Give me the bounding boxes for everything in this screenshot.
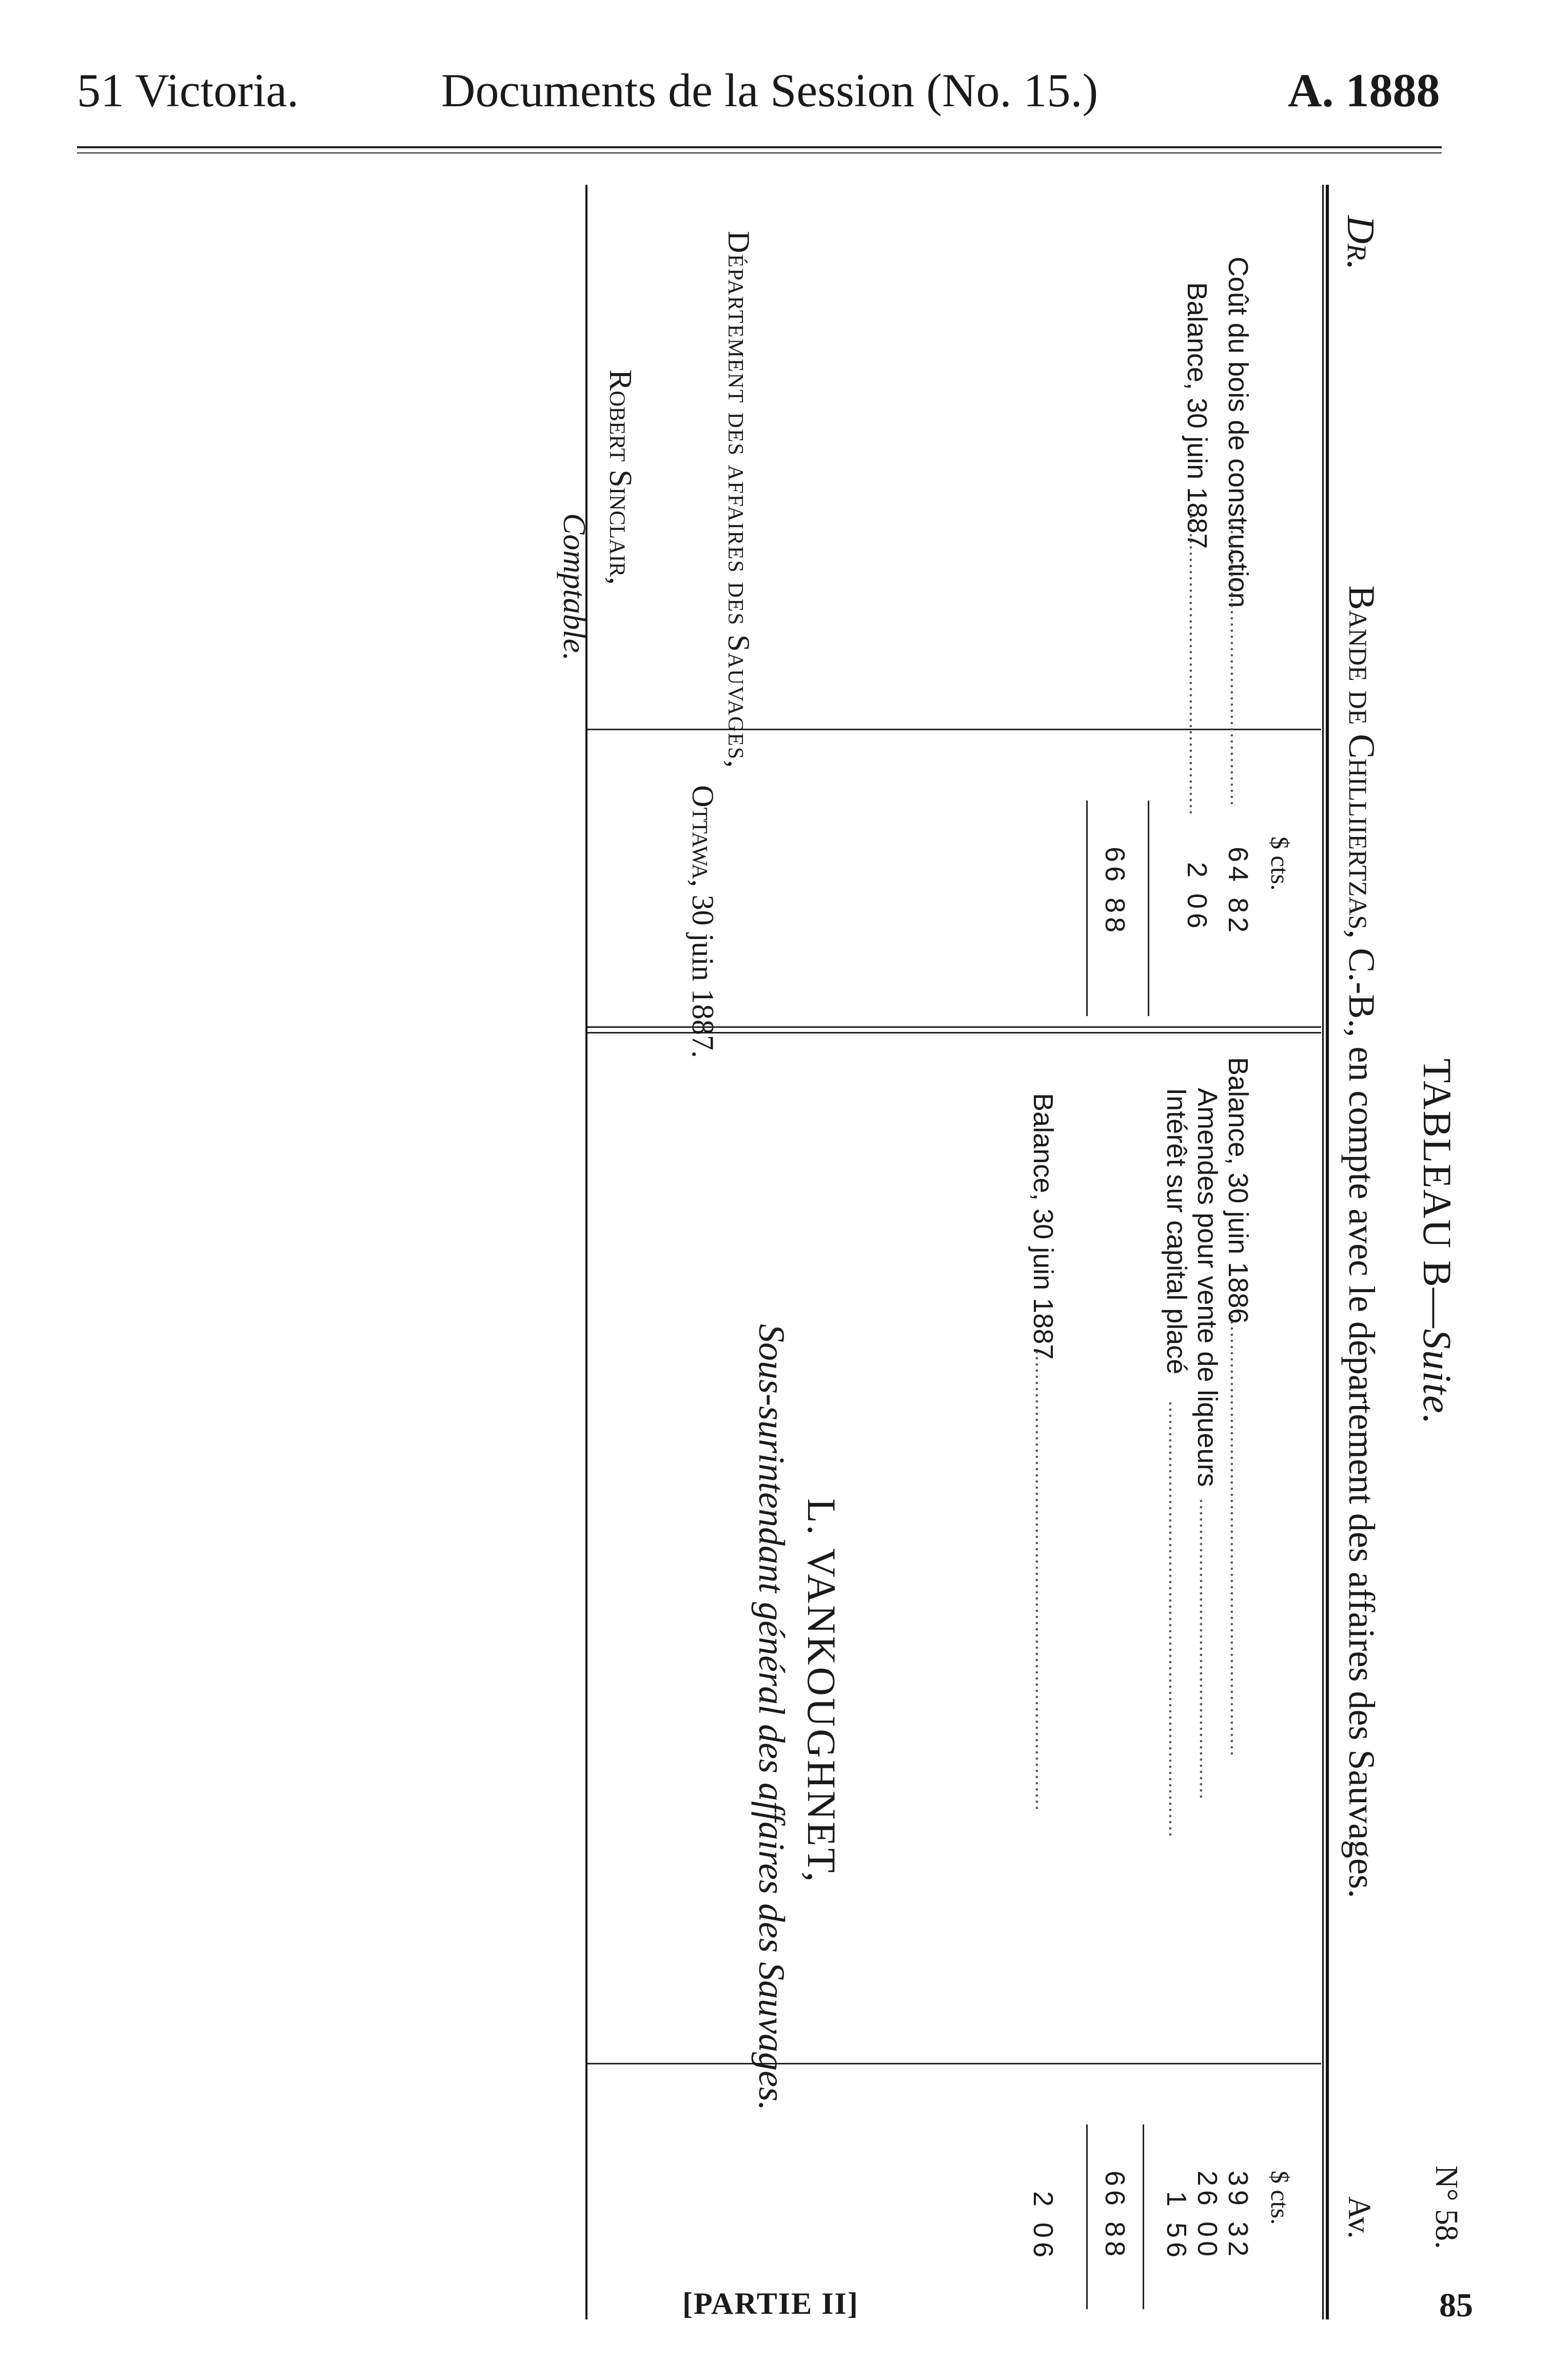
credit-amount-column-line — [587, 2063, 1321, 2064]
table-title: TABLEAU B—Suite. — [1415, 1058, 1460, 1426]
debit-currency-header: $ cts. — [1266, 836, 1294, 891]
leader-dots: ........................................................................ — [1226, 1314, 1249, 1757]
credit-entry-label: Balance, 30 juin 1886 — [1223, 1057, 1253, 1324]
header-document-title: Documents de la Session (No. 15.) — [441, 64, 1098, 116]
leader-dots: ........................................................................... — [1031, 1350, 1054, 1811]
debit-amount-column-line — [587, 729, 1321, 730]
table-number: N° 58. — [1429, 2166, 1464, 2249]
leader-dots: .................................................. — [1185, 508, 1208, 816]
credit-entry-label: Amendes pour vente de liqueurs — [1192, 1088, 1223, 1487]
credit-entry-amount: 1 56 — [1161, 2191, 1192, 2262]
debit-total-rule — [1086, 801, 1088, 1016]
credit-carry-amount: 2 06 — [1028, 2191, 1058, 2262]
debit-entry-amount: 64 82 — [1223, 847, 1253, 937]
debit-entry-amount: 2 06 — [1182, 862, 1212, 933]
department-line: Département des affaires des Sauvages, — [722, 231, 756, 769]
header-rule — [77, 146, 1442, 153]
rotated-account-page — [174, 154, 1539, 2330]
sinclair-title: Comptable. — [557, 513, 592, 661]
leader-dots: ....................................................................... — [1165, 1401, 1188, 1838]
debit-entry-label: Balance, 30 juin 1887 — [1182, 282, 1212, 549]
sinclair-name: Robert Sinclair, — [603, 369, 638, 585]
credit-label: Av. — [1342, 2196, 1377, 2239]
credit-total: 66 88 — [1100, 2171, 1130, 2261]
credit-entry-amount: 39 32 — [1223, 2171, 1253, 2261]
table-subtitle: Bande de Chilliiertzas, C.-B., en compte avec le département des affaires des Sauvages. — [1341, 585, 1382, 1899]
debit-total: 66 88 — [1100, 847, 1130, 937]
credit-total-rule — [1086, 2124, 1088, 2309]
credit-entry-amount: 26 00 — [1192, 2171, 1223, 2261]
place-date-line: Ottawa, 30 juin 1887. — [686, 785, 720, 1058]
credit-entry-label: Intérêt sur capital placé — [1161, 1088, 1192, 1375]
leader-dots: .............................................. — [1226, 523, 1249, 807]
debit-sum-rule — [1148, 801, 1149, 1016]
table-top-rule — [1326, 185, 1329, 2319]
vankoughnet-name: L. VANKOUGHNET, — [799, 1498, 844, 1884]
credit-carry-label: Balance, 30 juin 1887 — [1028, 1093, 1058, 1360]
table-bottom-rule — [585, 185, 587, 2319]
header-session-year: 51 Victoria. — [77, 64, 299, 116]
table-top-rule-thin — [1322, 185, 1324, 2319]
footer-page-number: 85 — [1439, 2287, 1473, 2324]
header-year-code: A. 1888 — [1288, 64, 1440, 116]
credit-sum-rule — [1143, 2124, 1144, 2309]
vankoughnet-title: Sous-surintendant général des affaires des Sauvages. — [751, 1324, 792, 2111]
debit-label: Dr. — [1339, 216, 1382, 270]
debit-entry-label: Coût du bois de construction — [1223, 257, 1253, 608]
footer-part-label: [PARTIE II] — [682, 2287, 859, 2320]
credit-currency-header: $ cts. — [1266, 2171, 1294, 2225]
leader-dots: ................................................. — [1195, 1498, 1219, 1800]
